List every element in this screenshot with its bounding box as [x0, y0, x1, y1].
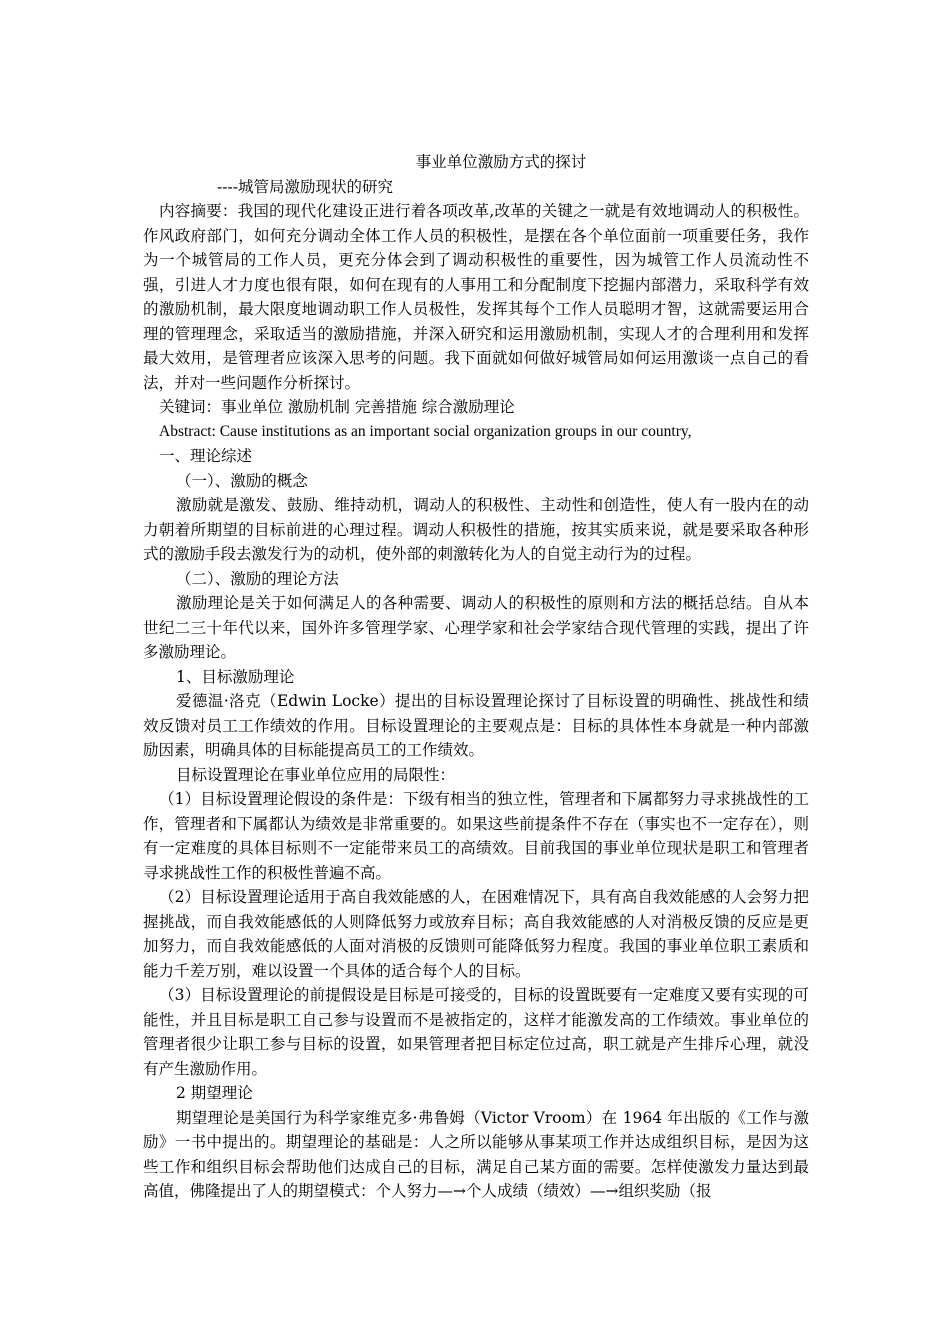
- paragraph-point-3: （3）目标设置理论的前提假设是目标是可接受的，目标的设置既要有一定难度又要有实现的可能性，并且目标是职工自己参与设置而不是被指定的，这样才能激发高的工作绩效。事业单位的管理者很少让职工参与目标的设置，如果管理者把目标定位过高，职工就是产生排斥心理，就没有产生激励作用。: [143, 986, 809, 1078]
- subsection-heading: （二）、激励的理论方法: [176, 569, 339, 588]
- paragraph-point-1: （1）目标设置理论假设的条件是：下级有相当的独立性，管理者和下属都努力寻求挑战性的工作，管理者和下属都认为绩效是非常重要的。如果这些前提条件不存在（事实也不一定存在），则有一定难度的具体目标则不一定能带来员工的高绩效。目前我国的事业单位现状是职工和管理者寻求挑战性工作的积极性普遍不高。: [143, 790, 809, 882]
- abstract-paragraph: 内容摘要：我国的现代化建设正进行着各项改革,改革的关键之一就是有效地调动人的积极性。作风政府部门，如何充分调动全体工作人员的积极性，是摆在各个单位面前一项重要任务，我作为一个城管局的工作人员，更充分体会到了调动积极性的重要性，因为城管工作人员流动性不强，引进人才力度也很有限，如何在现有的人事用工和分配制度下挖掘内部潜力，采取科学有效的激励机制，最大限度地调动职工作人员极性，发挥其每个工作人员聪明才智，这就需要运用合理的管理理念，采取适当的激励措施，并深入研究和运用激励机制，实现人才的合理利用和发挥最大效用，是管理者应该深入思考的问题。我下面就如何做好城管局如何运用激谈一点自己的看法，并对一些问题作分析探讨。: [143, 202, 809, 392]
- english-abstract-line: Abstract: Cause institutions as an important social organization groups in our country,: [159, 422, 692, 440]
- section-heading: 一、理论综述: [159, 447, 253, 465]
- paragraph-theory: 激励理论是关于如何满足人的各种需要、调动人的积极性的原则和方法的概括总结。自从本世纪二三十年代以来，国外许多管理学家、心理学家和社会学家结合现代管理的实践，提出了许多激励理论。: [143, 594, 809, 661]
- document-title: 事业单位激励方式的探讨: [415, 153, 587, 171]
- document-body: [143, 150, 809, 1204]
- paragraph-goal-theory: 爱德温·洛克（Edwin Locke）提出的目标设置理论探讨了目标设置的明确性、挑战性和绩效反馈对员工工作绩效的作用。目标设置理论的主要观点是：目标的具体性本身就是一种内部激励因素，明确具体的目标能提高员工的工作绩效。: [143, 692, 809, 759]
- item-heading: 2 期望理论: [176, 1084, 253, 1102]
- item-heading: 1、目标激励理论: [176, 667, 295, 686]
- subsection-heading: （一）、激励的概念: [176, 471, 308, 490]
- document-subtitle: ----城管局激励现状的研究: [217, 177, 393, 196]
- paragraph-concept: 激励就是激发、鼓励、维持动机，调动人的积极性、主动性和创造性，使人有一股内在的动力朝着所期望的目标前进的心理过程。调动人积极性的措施，按其实质来说，就是要采取各种形式的激励手段去激发行为的动机，使外部的刺激转化为人的自觉主动行为的过程。: [143, 496, 809, 563]
- paragraph-point-2: （2）目标设置理论适用于高自我效能感的人，在困难情况下，具有高自我效能感的人会努力把握挑战，而自我效能感低的人则降低努力或放弃目标；高自我效能感的人对消极反馈的反应是更加努力，而自我效能感低的人面对消极的反馈则可能降低努力程度。我国的事业单位职工素质和能力千差万别，难以设置一个具体的适合每个人的目标。: [143, 888, 809, 980]
- paragraph-expectancy: 期望理论是美国行为科学家维克多·弗鲁姆（Victor Vroom）在 1964 年出版的《工作与激励》一书中提出的。期望理论的基础是：人之所以能够从事某项工作并达成组织目标，是因为这些工作和组织目标会帮助他们达成自己的目标，满足自己某方面的需要。怎样使激发力量达到最高值，佛隆提出了人的期望模式：个人努力—→个人成绩（绩效）—→组织奖励（报: [143, 1108, 809, 1200]
- keywords-line: 关键词：事业单位 激励机制 完善措施 综合激励理论: [159, 398, 515, 416]
- paragraph-limitations: 目标设置理论在事业单位应用的局限性：: [176, 765, 456, 784]
